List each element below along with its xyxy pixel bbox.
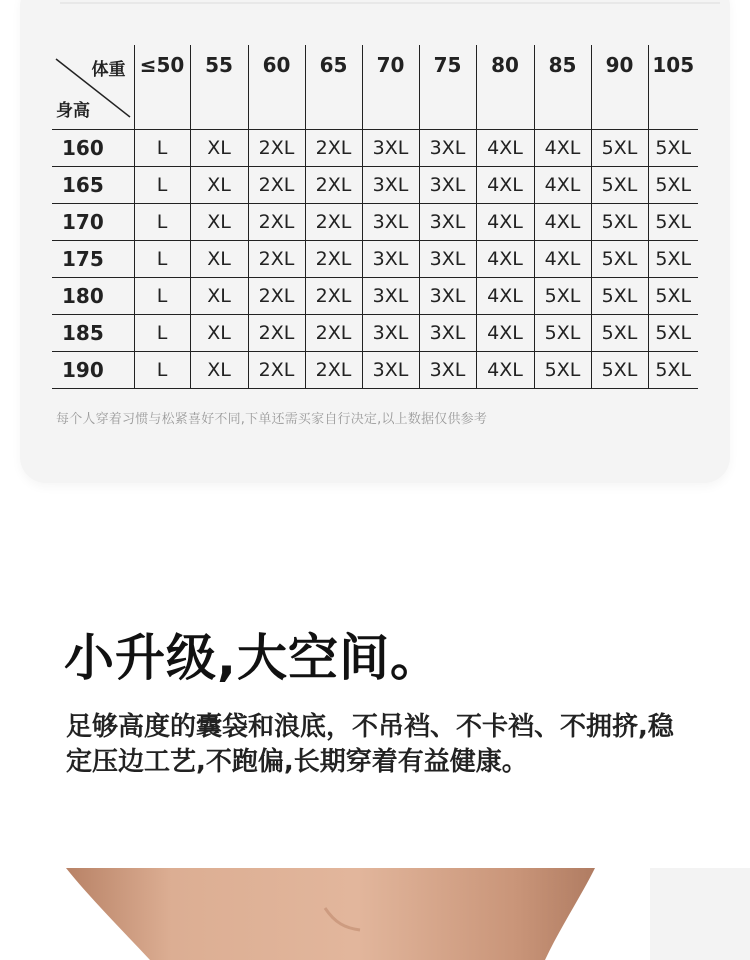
- size-cell: 3XL: [362, 167, 419, 204]
- size-cell: XL: [190, 241, 248, 278]
- size-cell: 5XL: [591, 204, 648, 241]
- height-cell: 190: [52, 352, 134, 389]
- size-cell: 3XL: [419, 130, 476, 167]
- product-photo: [0, 868, 750, 960]
- height-cell: 170: [52, 204, 134, 241]
- size-cell: 4XL: [476, 130, 534, 167]
- size-row: [52, 241, 698, 278]
- size-cell: 4XL: [476, 241, 534, 278]
- size-cell: 2XL: [248, 352, 305, 389]
- size-cell: 4XL: [534, 204, 591, 241]
- weight-header-cell: 70: [362, 45, 419, 130]
- size-cell: 3XL: [419, 278, 476, 315]
- size-cell: 2XL: [305, 352, 362, 389]
- height-cell: 185: [52, 315, 134, 352]
- size-cell: 5XL: [534, 278, 591, 315]
- size-cell: 2XL: [305, 204, 362, 241]
- size-cell: XL: [190, 352, 248, 389]
- height-cell: 160: [52, 130, 134, 167]
- weight-header-cell: 105: [652, 53, 695, 77]
- size-cell: 2XL: [248, 167, 305, 204]
- size-cell: 3XL: [419, 167, 476, 204]
- size-cell: 2XL: [248, 130, 305, 167]
- size-table: [52, 45, 698, 389]
- size-cell: L: [134, 352, 190, 389]
- size-cell: L: [134, 241, 190, 278]
- weight-header-cell: ≤50: [134, 45, 190, 130]
- size-cell: 4XL: [534, 167, 591, 204]
- size-cell: 4XL: [476, 204, 534, 241]
- size-cell: 3XL: [362, 130, 419, 167]
- size-cell: 3XL: [362, 352, 419, 389]
- weight-header-cell: 55: [190, 45, 248, 130]
- size-cell: 4XL: [476, 167, 534, 204]
- size-cell: 3XL: [362, 278, 419, 315]
- size-cell: 3XL: [362, 204, 419, 241]
- weight-header-cell: 85: [534, 45, 591, 130]
- height-axis-label: 身高: [56, 101, 90, 121]
- size-cell: XL: [190, 130, 248, 167]
- size-cell: L: [134, 167, 190, 204]
- size-cell: 5XL: [591, 278, 648, 315]
- weight-header-cell: 90: [591, 45, 648, 130]
- size-cell: 2XL: [305, 241, 362, 278]
- feature-headline: 小升级,大空间。: [64, 629, 441, 687]
- size-cell: 4XL: [476, 352, 534, 389]
- size-row: [52, 278, 698, 315]
- weight-header-cell: 75: [419, 45, 476, 130]
- size-cell: 5XL: [655, 137, 692, 159]
- size-cell: 2XL: [305, 167, 362, 204]
- size-cell: 2XL: [248, 315, 305, 352]
- size-row: [52, 130, 698, 167]
- size-row: [52, 167, 698, 204]
- size-cell: L: [134, 204, 190, 241]
- size-row: [52, 204, 698, 241]
- size-row: [52, 315, 698, 352]
- size-cell: 5XL: [534, 352, 591, 389]
- size-cell: XL: [190, 315, 248, 352]
- weight-header-row: [52, 45, 698, 130]
- torso-image: [0, 868, 750, 960]
- size-cell: 5XL: [655, 285, 692, 307]
- size-cell: 2XL: [248, 204, 305, 241]
- size-cell: 5XL: [591, 315, 648, 352]
- divider: [60, 2, 720, 4]
- size-cell: 3XL: [419, 352, 476, 389]
- height-cell: 180: [52, 278, 134, 315]
- size-cell: 3XL: [362, 241, 419, 278]
- size-cell: 5XL: [655, 359, 692, 381]
- size-cell: 2XL: [305, 315, 362, 352]
- size-cell: 4XL: [476, 315, 534, 352]
- size-cell: 5XL: [655, 322, 692, 344]
- size-cell: 5XL: [591, 167, 648, 204]
- size-cell: XL: [190, 204, 248, 241]
- size-cell: L: [134, 315, 190, 352]
- feature-description: 足够高度的囊袋和浪底，不吊裆、不卡裆、不拥挤,稳定压边工艺,不跑偏,长期穿着有益健康。: [66, 712, 674, 777]
- size-cell: 5XL: [591, 130, 648, 167]
- weight-header-cell: 80: [476, 45, 534, 130]
- size-cell: L: [134, 130, 190, 167]
- weight-header-cell: 60: [248, 45, 305, 130]
- size-cell: 5XL: [655, 211, 692, 233]
- size-cell: L: [134, 278, 190, 315]
- size-cell: 5XL: [655, 174, 692, 196]
- weight-header-cell: 65: [305, 45, 362, 130]
- corner-cell: [52, 45, 134, 130]
- size-cell: 3XL: [419, 204, 476, 241]
- size-cell: XL: [190, 278, 248, 315]
- size-cell: 2XL: [248, 278, 305, 315]
- size-cell: 5XL: [591, 241, 648, 278]
- size-cell: 2XL: [305, 278, 362, 315]
- height-cell: 175: [52, 241, 134, 278]
- weight-axis-label: 体重: [91, 60, 126, 80]
- size-cell: 4XL: [476, 278, 534, 315]
- size-cell: 4XL: [534, 241, 591, 278]
- height-cell: 165: [52, 167, 134, 204]
- size-cell: 2XL: [248, 241, 305, 278]
- size-cell: 2XL: [305, 130, 362, 167]
- size-cell: 3XL: [419, 315, 476, 352]
- size-cell: 5XL: [534, 315, 591, 352]
- size-cell: 3XL: [362, 315, 419, 352]
- size-row: [52, 352, 698, 389]
- size-cell: XL: [190, 167, 248, 204]
- size-disclaimer: 每个人穿着习惯与松紧喜好不同,下单还需买家自行决定,以上数据仅供参考: [56, 412, 488, 427]
- size-cell: 4XL: [534, 130, 591, 167]
- size-cell: 5XL: [591, 352, 648, 389]
- size-cell: 5XL: [655, 248, 692, 270]
- size-cell: 3XL: [419, 241, 476, 278]
